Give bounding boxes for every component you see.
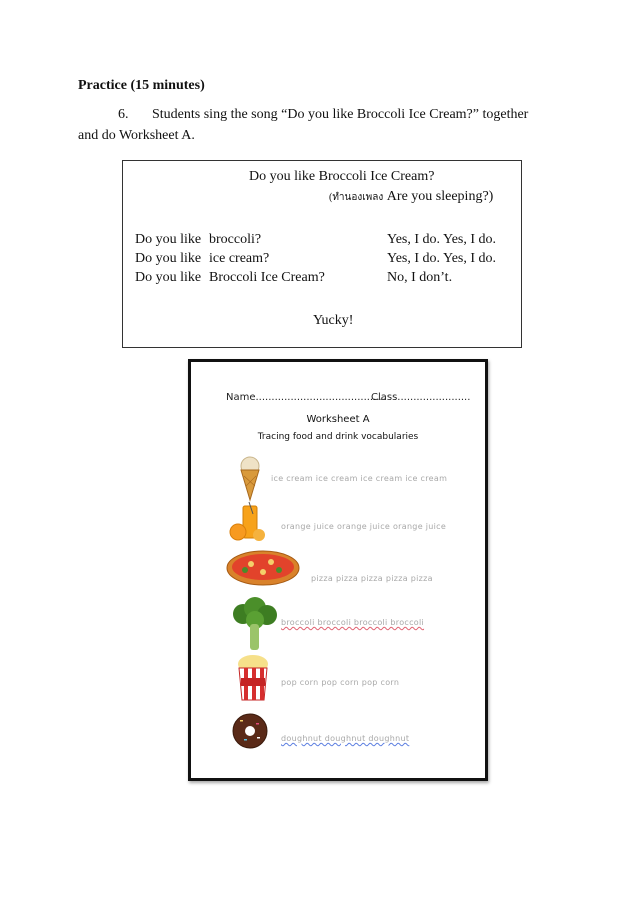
song-subtitle-thai: (ทำนองเพลง [329,192,384,203]
lyric-food: ice cream? [209,251,270,266]
trace-text [281,618,424,627]
lyric-question: Do you like [135,232,202,247]
worksheet-row-orange-juice [229,502,469,552]
worksheet-row-doughnut [229,712,469,762]
popcorn-icon [235,654,275,702]
trace-text [281,734,409,743]
step-number: 6. [118,107,129,122]
instruction-text: Students sing the song “Do you like Broccoli Ice Cream?” together [152,107,529,122]
name-field-label: Name......................................... [226,392,386,403]
worksheet-row-broccoli [229,598,469,648]
lyric-answer: Yes, I do. Yes, I do. [387,251,497,266]
lyric-question: Do you like [135,270,202,285]
trace-text: orange juice orange juice orange juice [281,522,447,531]
trace-text: pop corn pop corn pop corn [281,678,400,687]
instruction-line-2: and do Worksheet A. [78,128,195,143]
worksheet-a-image [188,359,488,781]
song-subtitle [329,189,493,205]
trace-text: pizza pizza pizza pizza pizza [311,574,433,583]
song-title: Do you like Broccoli Ice Cream? [249,169,435,184]
ice-cream-icon [235,456,265,502]
broccoli-icon [229,598,279,654]
lyric-food: Broccoli Ice Cream? [209,270,325,285]
worksheet-row-pizza [229,548,469,598]
trace-text-content: doughnut doughnut doughnut [281,734,410,743]
song-ending: Yucky! [313,313,354,328]
worksheet-title: Worksheet A [306,414,370,425]
trace-text-content: broccoli broccoli broccoli broccoli [281,618,425,627]
song-lyrics-box [122,160,522,348]
lyric-answer: No, I don’t. [387,270,453,285]
song-subtitle-tune: Are you sleeping?) [386,189,494,204]
section-heading: Practice (15 minutes) [78,78,205,93]
doughnut-icon [231,712,271,752]
class-field-label: Class....................... [371,392,471,403]
instruction-line-1 [118,107,528,123]
orange-juice-icon [229,502,269,542]
lyric-answer: Yes, I do. Yes, I do. [387,232,497,247]
worksheet-subtitle: Tracing food and drink vocabularies [257,432,419,442]
pizza-icon [225,548,301,588]
trace-text: ice cream ice cream ice cream ice cream [271,474,448,483]
worksheet-row-ice-cream [229,456,469,506]
lyric-food: broccoli? [209,232,262,247]
worksheet-row-popcorn [229,654,469,704]
lyric-question: Do you like [135,251,202,266]
